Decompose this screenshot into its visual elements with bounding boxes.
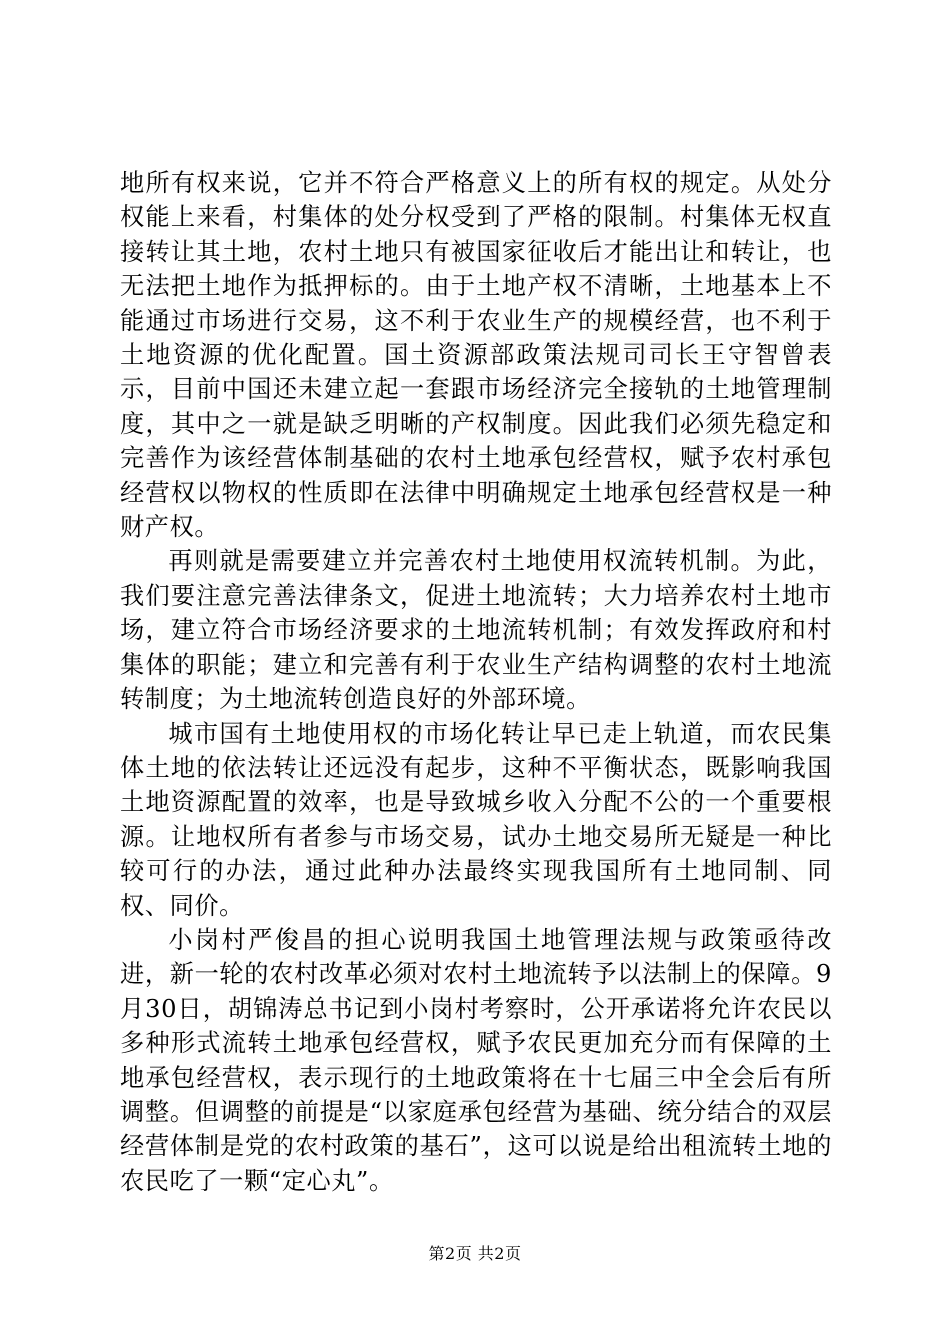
page-footer: 第2页 共2页 [428, 1244, 522, 1263]
body-text [120, 166, 832, 1198]
paragraph-1: 地所有权来说，它并不符合严格意义上的所有权的规定。从处分权能上来看，村集体的处分权受到了严格的限制。村集体无权直接转让其土地，农村土地只有被国家征收后才能出让和转让，也无法把土地作为抵押标的。由于土地产权不清晰，土地基本上不能通过市场进行交易，这不利于农业生产的规模经营，也不利于土地资源的优化配置。国土资源部政策法规司司长王守智曾表示，目前中国还未建立起一套跟市场经济完全接轨的土地管理制度，其中之一就是缺乏明晰的产权制度。因此我们必须先稳定和完善作为该经营体制基础的农村土地承包经营权，赋予农村承包经营权以物权的性质即在法律中明确规定土地承包经营权是一种财产权。 [120, 169, 832, 542]
paragraph-3: 城市国有土地使用权的市场化转让早已走上轨道，而农民集体土地的依法转让还远没有起步，这种不平衡状态，既影响我国土地资源配置的效率，也是导致城乡收入分配不公的一个重要根源。让地权所有者参与市场交易，试办土地交易所无疑是一种比较可行的办法，通过此种办法最终实现我国所有土地同制、同权、同价。 [120, 719, 832, 920]
paragraph-2: 再则就是需要建立并完善农村土地使用权流转机制。为此，我们要注意完善法律条文，促进土地流转；大力培养农村土地市场，建立符合市场经济要求的土地流转机制；有效发挥政府和村集体的职能；建立和完善有利于农业生产结构调整的农村土地流转制度；为土地流转创造良好的外部环境。 [120, 547, 832, 714]
paragraph-4: 小岗村严俊昌的担心说明我国土地管理法规与政策亟待改进，新一轮的农村改革必须对农村土地流转予以法制上的保障。9月30日，胡锦涛总书记到小岗村考察时，公开承诺将允许农民以多种形式流转土地承包经营权，赋予农民更加充分而有保障的土地承包经营权，表示现行的土地政策将在十七届三中全会后有所调整。但调整的前提是“以家庭承包经营为基础、统分结合的双层经营体制是党的农村政策的基石”，这可以说是给出租流转土地的农民吃了一颗“定心丸”。 [120, 925, 832, 1195]
